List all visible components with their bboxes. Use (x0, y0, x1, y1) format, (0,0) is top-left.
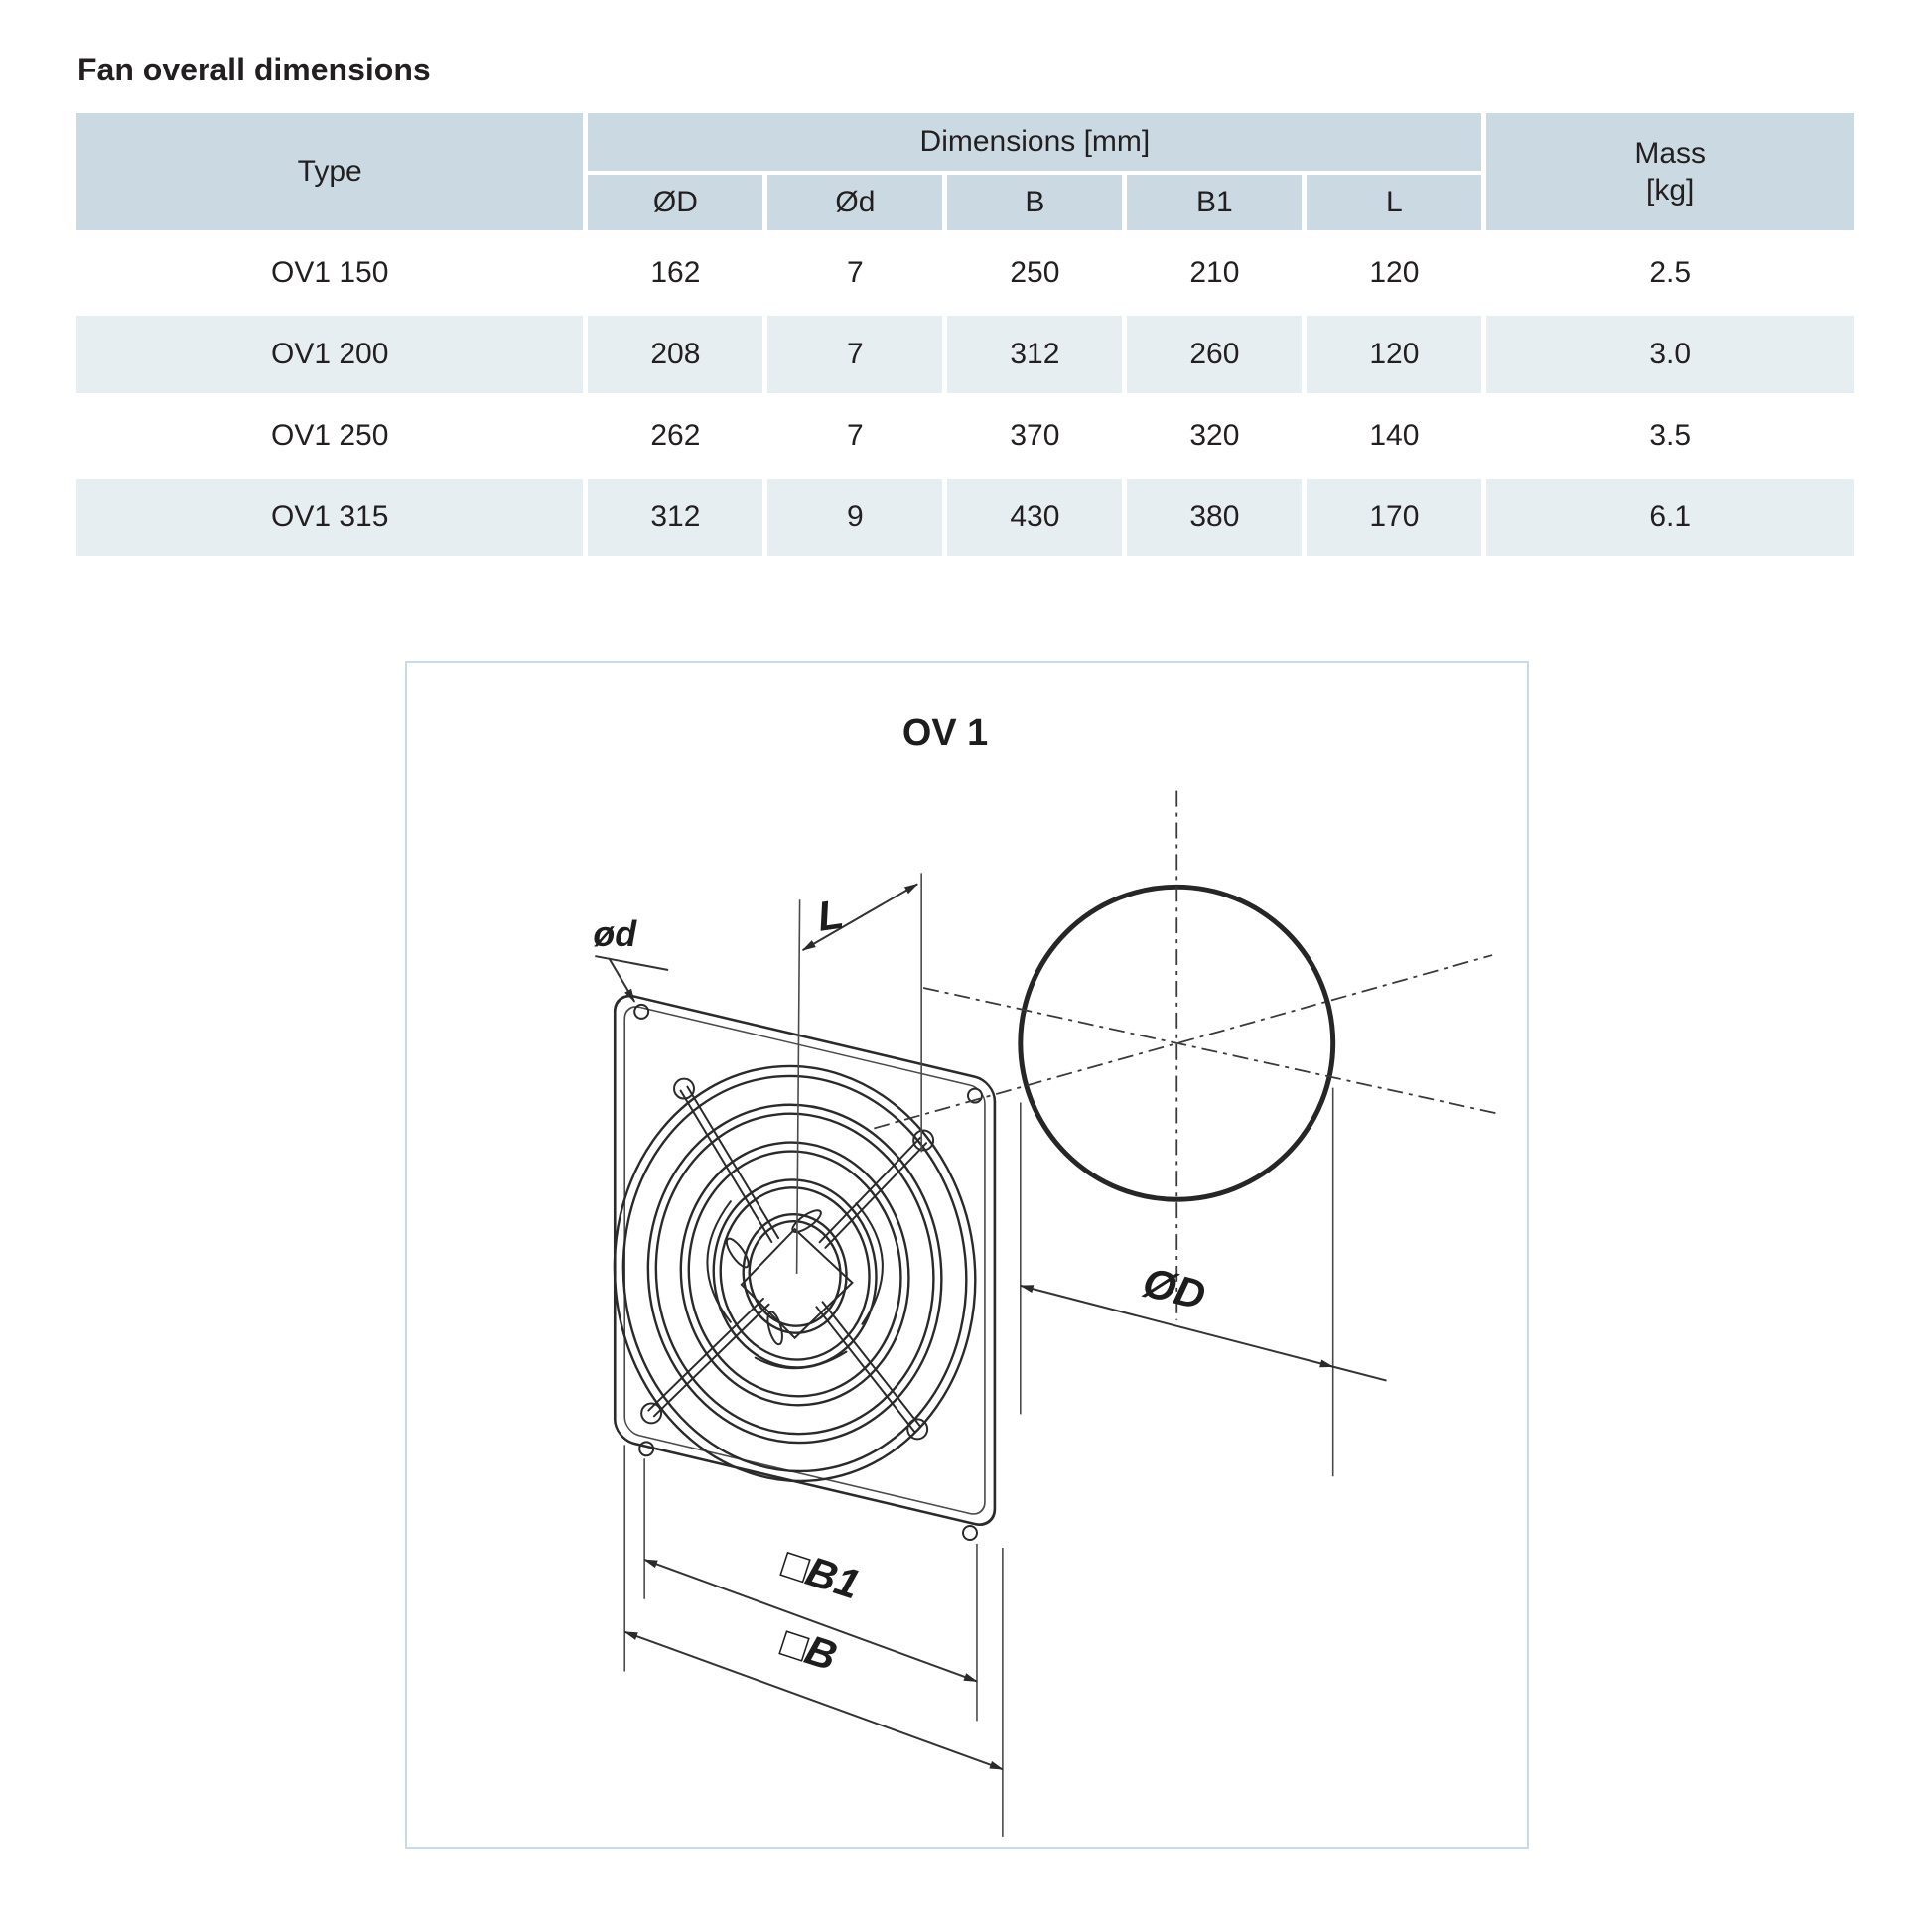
cell-type: OV1 200 (76, 316, 583, 393)
header-col-dd: Ød (767, 175, 942, 230)
cell-dd: 7 (767, 397, 942, 475)
header-col-l: L (1307, 175, 1481, 230)
dim-d-big (1021, 1088, 1387, 1477)
cell-dd: 7 (767, 234, 942, 312)
fan-plate (615, 992, 995, 1540)
cell-mass: 3.5 (1486, 397, 1854, 475)
cell-dD: 208 (588, 316, 762, 393)
header-col-dD: ØD (588, 175, 762, 230)
cell-l: 140 (1307, 397, 1481, 475)
fan-drawing (407, 663, 1527, 1847)
cell-type: OV1 315 (76, 479, 583, 556)
cell-type: OV1 150 (76, 234, 583, 312)
dim-label-b1: □B1 (776, 1539, 866, 1608)
cell-b1: 210 (1127, 234, 1302, 312)
table-body (76, 234, 1854, 556)
header-col-b: B (947, 175, 1122, 230)
cell-b1: 320 (1127, 397, 1302, 475)
page-title: Fan overall dimensions (77, 52, 431, 87)
cell-b: 250 (947, 234, 1122, 312)
cell-dD: 312 (588, 479, 762, 556)
cell-b: 312 (947, 316, 1122, 393)
header-mass (1486, 113, 1854, 230)
corner-hole (963, 1526, 977, 1540)
cell-l: 120 (1307, 316, 1481, 393)
cell-b: 370 (947, 397, 1122, 475)
fan-diagram-box (405, 661, 1529, 1849)
table-row (76, 479, 1854, 556)
cell-dD: 162 (588, 234, 762, 312)
table-row (76, 397, 1854, 475)
table-header (76, 113, 1854, 230)
cell-l: 120 (1307, 234, 1481, 312)
diagram-title: OV 1 (901, 711, 989, 754)
dim-label-d-small: ød (593, 914, 637, 955)
cell-b: 430 (947, 479, 1122, 556)
cell-dd: 7 (767, 316, 942, 393)
dim-label-b: □B (775, 1617, 843, 1680)
header-dimensions-group: Dimensions [mm] (588, 113, 1481, 171)
dimensions-table (71, 109, 1859, 560)
cell-dd: 9 (767, 479, 942, 556)
table-row (76, 234, 1854, 312)
dim-d-small (593, 914, 668, 1002)
dim-label-length: L (814, 890, 847, 940)
cell-dD: 262 (588, 397, 762, 475)
header-type: Type (76, 113, 583, 230)
cell-mass: 3.0 (1486, 316, 1854, 393)
cell-l: 170 (1307, 479, 1481, 556)
header-mass-line2: [kg] (1646, 174, 1695, 207)
cell-type: OV1 250 (76, 397, 583, 475)
cell-mass: 6.1 (1486, 479, 1854, 556)
table-row (76, 316, 1854, 393)
header-col-b1: B1 (1127, 175, 1302, 230)
cell-b1: 260 (1127, 316, 1302, 393)
cell-b1: 380 (1127, 479, 1302, 556)
cell-mass: 2.5 (1486, 234, 1854, 312)
header-mass-line1: Mass (1634, 136, 1707, 170)
dim-label-d-big: ØD (1138, 1258, 1210, 1319)
